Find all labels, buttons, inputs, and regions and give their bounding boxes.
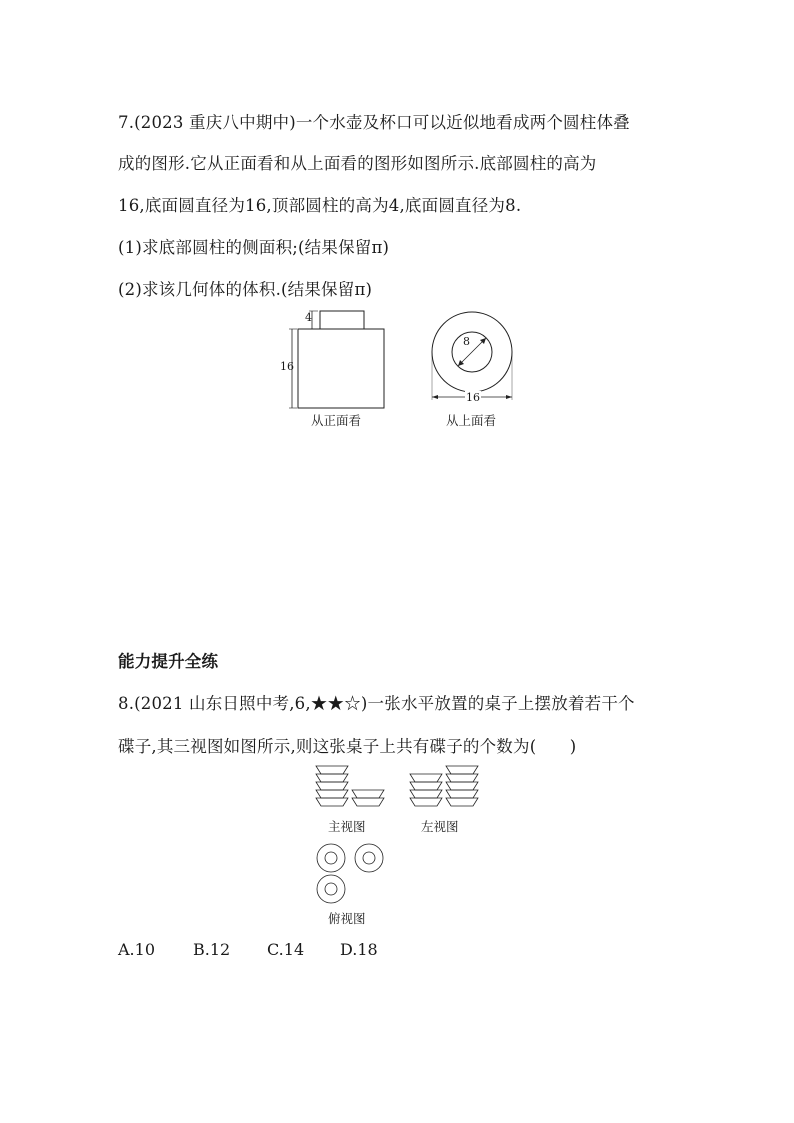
option-d: D.18: [340, 940, 378, 959]
option-a: A.10: [118, 940, 155, 959]
q8-top-view-figure: [314, 842, 390, 908]
q8-left-view-figure: [408, 764, 480, 814]
q7-dim-label-8: 8: [463, 335, 470, 348]
option-b: B.12: [193, 940, 231, 959]
q7-dim-label-4: 4: [305, 311, 312, 324]
q7-dim-label-16-left: 16: [280, 360, 294, 373]
q7-dim-label-16-bottom: 16: [466, 391, 480, 404]
q7-line-2: 成的图形.它从正面看和从上面看的图形如图所示.底部圆柱的高为: [118, 154, 597, 173]
q8-main-view-figure: [314, 764, 386, 814]
q7-part-1: (1)求底部圆柱的侧面积;(结果保留π): [118, 238, 390, 257]
q8-line-1: 8.(2021 山东日照中考,6,★★☆)一张水平放置的桌子上摆放着若干个: [118, 694, 635, 713]
q8-top-caption: 俯视图: [328, 911, 366, 926]
q8-line-2: 碟子,其三视图如图所示,则这张桌子上共有碟子的个数为( ): [118, 737, 577, 756]
q7-line-1: 7.(2023 重庆八中期中)一个水壶及杯口可以近似地看成两个圆柱体叠: [118, 113, 630, 132]
q7-part-2: (2)求该几何体的体积.(结果保留π): [118, 280, 373, 299]
q7-front-view-figure: [278, 308, 388, 413]
q8-main-caption: 主视图: [328, 819, 366, 834]
q8-left-caption: 左视图: [421, 819, 459, 834]
q7-top-caption: 从上面看: [446, 413, 497, 428]
q7-line-3: 16,底面圆直径为16,顶部圆柱的高为4,底面圆直径为8.: [118, 196, 522, 215]
option-c: C.14: [267, 940, 305, 959]
q7-front-caption: 从正面看: [311, 413, 362, 428]
section-title: 能力提升全练: [118, 652, 219, 671]
